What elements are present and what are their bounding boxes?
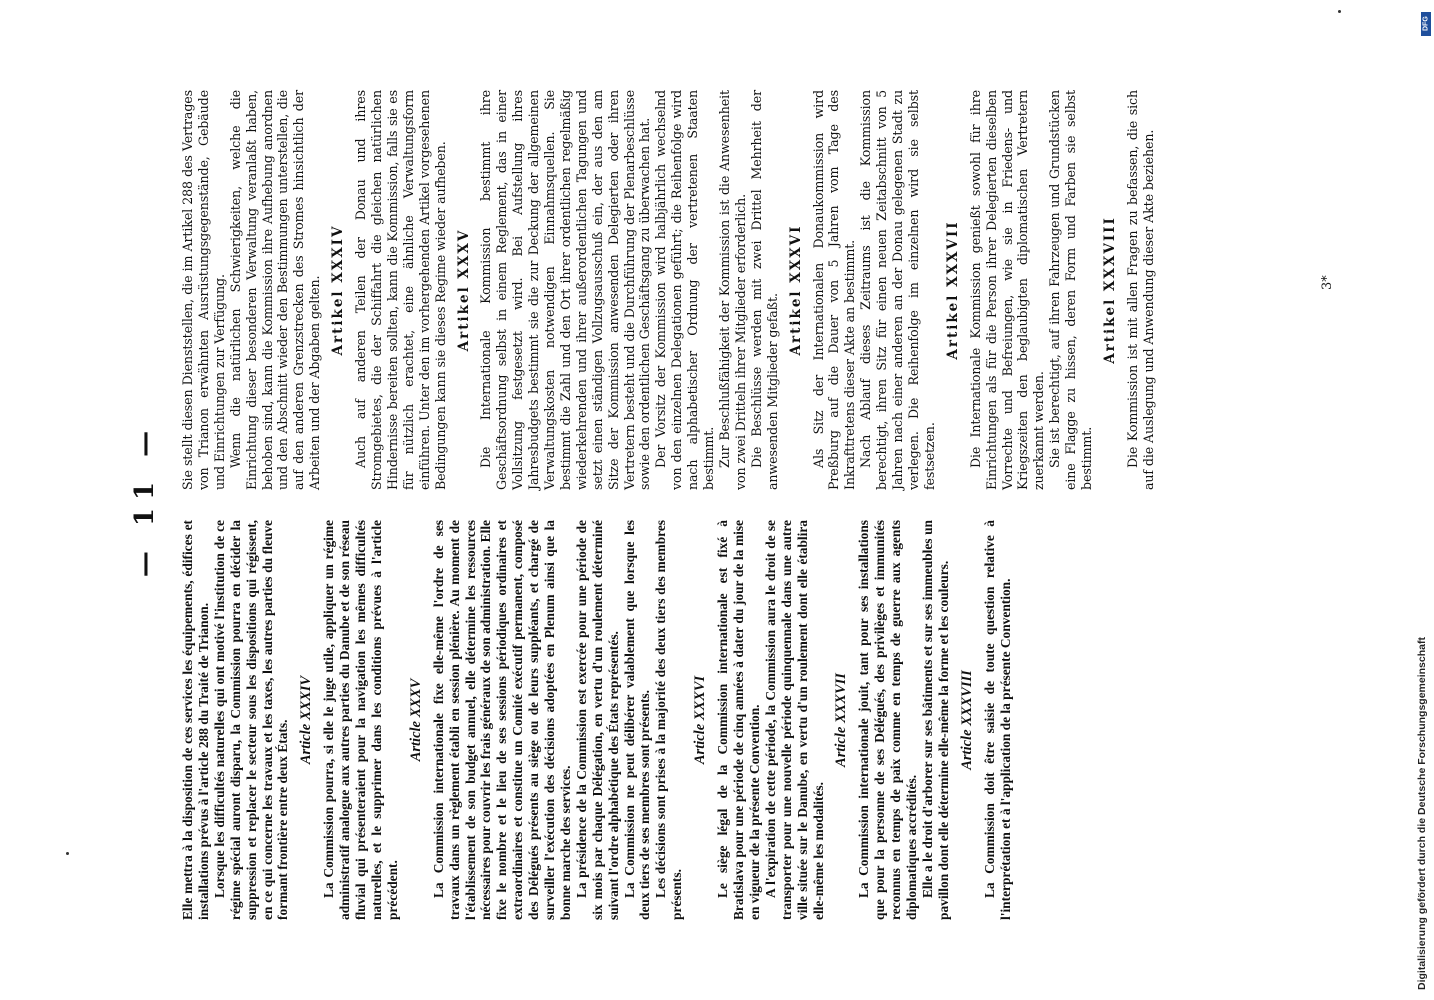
- fr-intro-p2: Lorsque les difficultés naturelles qui ont motivé l'institution de ce régime spécial auront disparu, la Commission pourra en décider la suppression et replacer le secteur sous les dispositions qui régissent, en ce qui concerne les travaux et les taxes, les autres parties du fleuve formant frontière entre deux États.: [211, 520, 291, 920]
- dfg-logo: DFG: [1421, 12, 1431, 36]
- fr-article-35-p1: La Commission internationale fixe elle-même l'ordre de ses travaux dans un règlement établi en session plénière. Au moment de l'établissement de son budget annuel, elle détermine les ressources nécessaires pour couvrir les frais généraux de son administration. Elle fixe le nombre et le lieu de ses sessions périodiques ordinaires et extraordinaires et constitue un Comité exécutif permanent, composé des Délégués présents au siège ou de leurs suppléants, et chargé de surveiller l'exécution des décisions adoptées en Plenum ainsi que la bonne marche des services.: [430, 520, 573, 920]
- fr-article-35-title: Article XXXV: [407, 678, 424, 762]
- fr-article-36-p1: Le siège légal de la Commission internationale est fixé à Bratislava pour une période de cinq années à dater du jour de la mise en vigueur de la présente Convention.: [715, 520, 762, 920]
- de-article-38-title: Artikel XXXVIII: [1101, 216, 1118, 364]
- de-article-35-p4: Die Beschlüsse werden mit zwei Drittel Mehrheit der anwesenden Mitglieder gefaßt.: [748, 90, 780, 490]
- fr-article-35-p2: La présidence de la Commission est exercée pour une période de six mois par chaque Délégation, en vertu d'un roulement déterminé suivant l'ordre alphabétique des États représentés.: [573, 520, 621, 920]
- de-article-34-title: Artikel XXXIV: [330, 224, 347, 356]
- de-article-35-p2: Der Vorsitz der Kommission wird halbjährlich wechselnd von den einzelnen Delegationen geführt; die Reihenfolge wird nach alphabetischer Ordnung der vertretenen Staaten bestimmt.: [653, 90, 717, 490]
- de-article-37-p2: Sie ist berechtigt, auf ihren Fahrzeugen und Grundstücken eine Flagge zu hissen, deren Form und Farben sie selbst bestimmt.: [1047, 90, 1095, 490]
- scan-speck: [66, 852, 69, 855]
- digitization-credit: Digitalisierung gefördert durch die Deutsche Forschungsgemeinschaft: [1416, 637, 1428, 990]
- de-article-37-title: Artikel XXXVII: [944, 220, 961, 360]
- fr-article-36-p2: A l'expiration de cette période, la Commission aura le droit de se transporter pour une nouvelle période quinquennale dans une autre ville située sur le Danube, en vertu d'un roulement dont elle établira elle-même les modalités.: [762, 520, 826, 920]
- fr-article-36-title: Article XXXVI: [692, 675, 709, 765]
- de-article-36-p1: Als Sitz der Internationalen Donaukommission wird Preßburg auf die Dauer von 5 Jahren vom Tage des Inkrafttretens dieser Akte an bestimmt.: [810, 90, 858, 490]
- fr-article-37-p1: La Commission internationale jouit, tant pour ses installations que pour la personne de ses Délégués, des privilèges et immunités reconnus en temps de paix comme en temps de guerre aux agents diplomatiques accrédités.: [856, 520, 920, 920]
- french-column: [180, 520, 1014, 920]
- scan-speck: [1338, 10, 1341, 13]
- de-intro-p2: Wenn die natürlichen Schwierigkeiten, welche die Einrichtung dieser besonderen Verwaltung veranlaßt haben, behoben sind, kann die Kommission ihre Aufhebung anordnen und den Abschnitt wieder den Bestimmungen unterstellen, die auf den anderen Grenzstrecken des Stromes hinsichtlich der Arbeiten und der Abgaben gelten.: [227, 90, 323, 490]
- de-intro-p1: Sie stellt diesen Dienststellen, die im Artikel 288 des Vertrages von Trianon erwähnten Ausrüstungsgegenstände, Gebäude und Einrichtungen zur Verfügung.: [180, 90, 227, 490]
- fr-article-37-title: Article XXXVII: [833, 673, 850, 767]
- fr-intro-p1: Elle mettra à la disposition de ces services les équipements, édifices et installations prévus à l'article 288 du Traité de Trianon.: [180, 520, 211, 920]
- de-article-35-p3: Zur Beschlußfähigkeit der Kommission ist die Anwesenheit von zwei Dritteln ihrer Mitglieder erforderlich.: [717, 90, 748, 490]
- german-column: [180, 90, 1157, 490]
- fr-article-37-p2: Elle a le droit d'arborer sur ses bâtiments et sur ses immeubles un pavillon dont elle détermine elle-même la forme et les couleurs.: [919, 520, 951, 920]
- signature-mark: 3*: [1320, 275, 1335, 290]
- de-article-37-p1: Die Internationale Kommission genießt sowohl für ihre Einrichtungen als für die Person ihrer Delegierten dieselben Vorrechte und Befreiungen, wie sie in Friedens- und Kriegszeiten den beglaubigten diplomatischen Vertretern zuerkannt werden.: [967, 90, 1047, 490]
- rotated-page-content: [90, 70, 1370, 930]
- de-article-35-p1: Die Internationale Kommission bestimmt ihre Geschäftsordnung selbst in einem Reglement, das in einer Vollsitzung festgesetzt wird. Bei Aufstellung ihres Jahresbudgets bestimmt sie die zur Deckung der allgemeinen Verwaltungskosten notwendigen Einnahmsquellen. Sie bestimmt die Zahl und den Ort ihrer ordentlichen regelmäßig wiederkehrenden und ihrer außerordentlichen Tagungen und setzt einen ständigen Vollzugsausschuß ein, der aus den am Sitze der Kommission anwesenden Delegierten oder ihren Vertretern besteht und die Durchführung der Plenarbeschlüsse sowie den ordentlichen Geschäftsgang zu überwachen hat.: [478, 90, 653, 490]
- fr-article-38-title: Article XXXVIII: [958, 670, 975, 770]
- page-number: — 11 —: [130, 422, 160, 578]
- fr-article-35-p4: Les décisions sont prises à la majorité des deux tiers des membres présents.: [653, 520, 685, 920]
- de-article-35-title: Artikel XXXV: [455, 228, 472, 352]
- fr-article-35-p3: La Commission ne peut délibérer valablement que lorsque les deux tiers de ses membres sont présents.: [621, 520, 653, 920]
- de-article-34-p1: Auch auf anderen Teilen der Donau und ihres Stromgebietes, die der Schiffahrt die gleichen natürlichen Hindernisse bereiten sollten, kann die Kommission, falls sie es für nützlich erachtet, eine ähnliche Verwaltungsform einführen. Unter den im vorhergehenden Artikel vorgesehenen Bedingungen kann sie dieses Regime wieder aufheben.: [353, 90, 448, 490]
- fr-article-34-p1: La Commission pourra, si elle le juge utile, appliquer un régime administratif analogue aux autres parties du Danube et de son réseau fluvial qui présenteraient pour la navigation les mêmes difficultés naturelles, et le supprimer dans les conditions prévues à l'article précédent.: [321, 520, 400, 920]
- fr-article-38-p1: La Commission doit être saisie de toute question relative à l'interprétation et à l'application de la présente Convention.: [981, 520, 1013, 920]
- de-article-38-p1: Die Kommission ist mit allen Fragen zu befassen, die sich auf die Auslegung und Anwendung dieser Akte beziehen.: [1124, 90, 1156, 490]
- fr-article-34-title: Article XXXIV: [298, 675, 315, 765]
- de-article-36-title: Artikel XXXVI: [787, 224, 804, 356]
- de-article-36-p2: Nach Ablauf dieses Zeitraums ist die Kommission berechtigt, ihren Sitz für einen neuen Zeitabschnitt von 5 Jahren nach einer anderen an der Donau gelegenen Stadt zu verlegen. Die Reihenfolge im einzelnen wird sie selbst festsetzen.: [858, 90, 937, 490]
